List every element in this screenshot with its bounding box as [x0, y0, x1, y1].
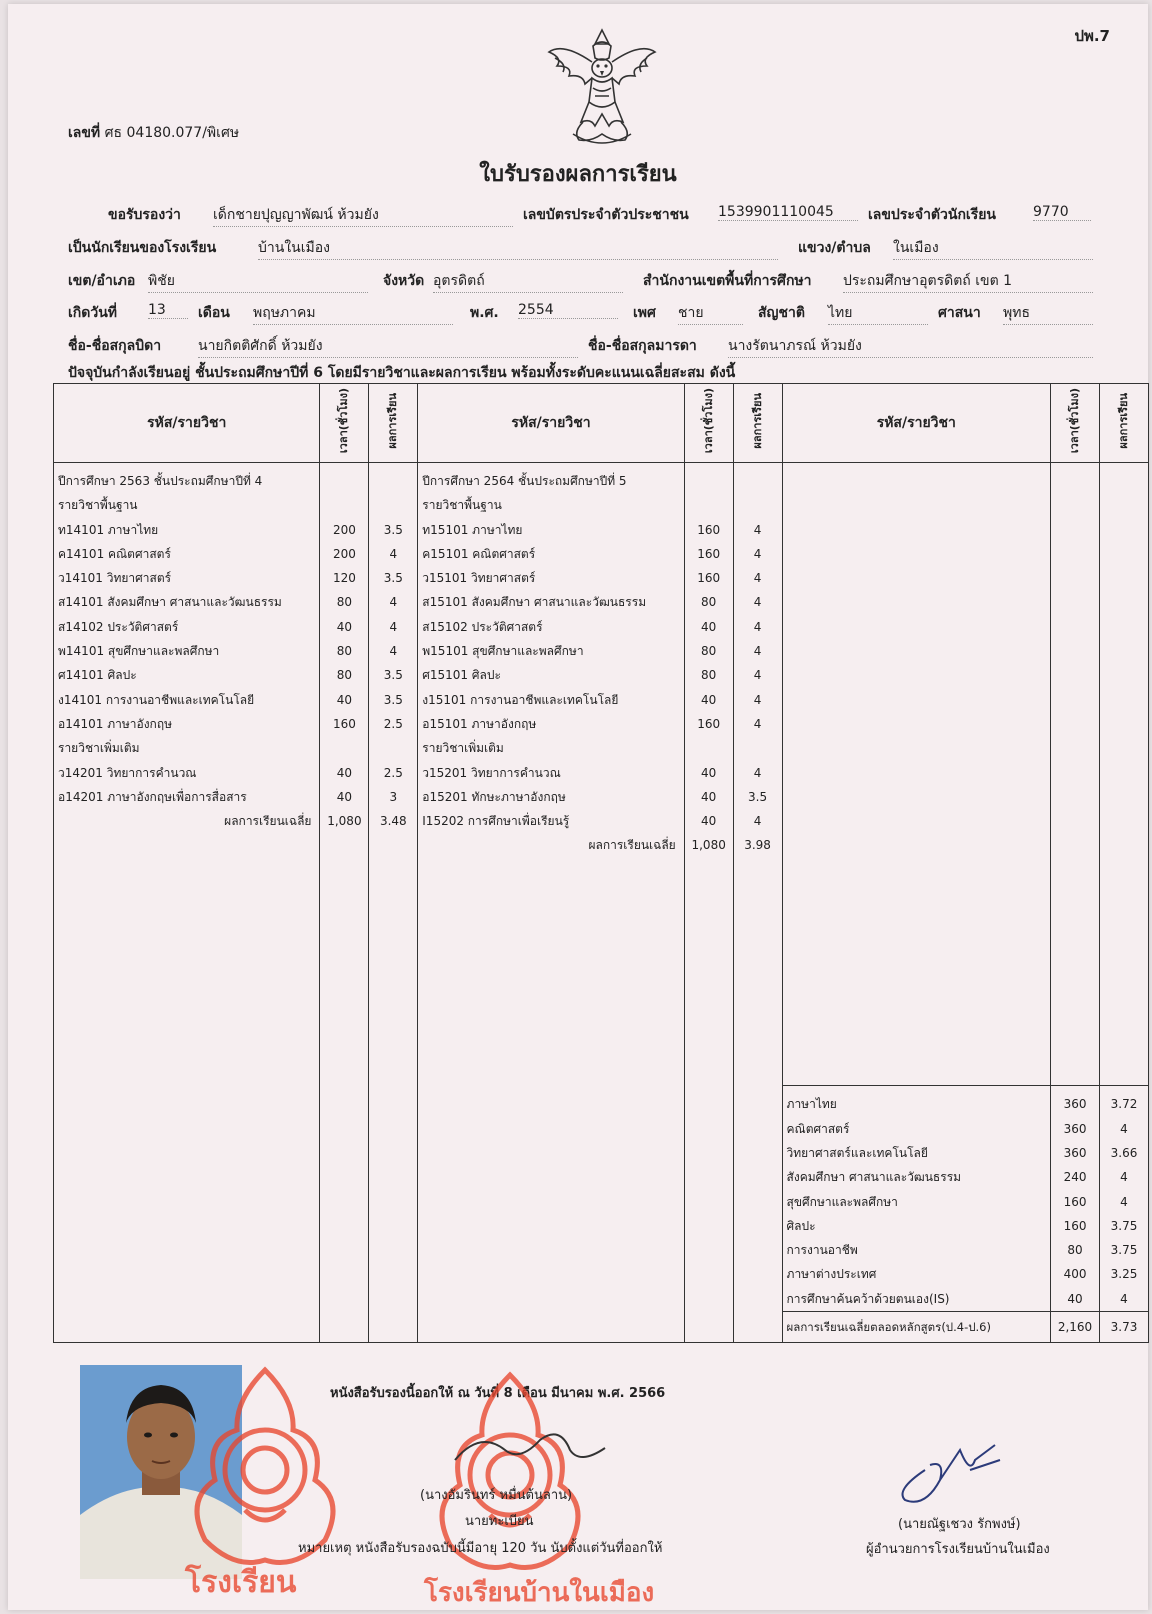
grade-cell: 3.5 [383, 522, 403, 537]
subject-cell: ปีการศึกษา 2564 ชั้นประถมศึกษาปีที่ 5 [422, 474, 627, 488]
col3-hours-header: เวลา(ชั่วโมง) [1051, 384, 1100, 463]
grade-cell: 3.5 [383, 571, 403, 586]
grade-cell [369, 493, 417, 517]
hours-cell: 160 [697, 716, 721, 731]
grade-cell: 3 [389, 789, 398, 804]
area: ประถมศึกษาอุตรดิตถ์ เขต 1 [843, 270, 1093, 293]
hours-cell: 200 [332, 546, 356, 561]
hours-cell: 40 [701, 692, 717, 707]
grade-cell [734, 469, 782, 493]
stamp-lettering: โรงเรียนบ้านในเมือง [424, 1578, 655, 1608]
subject-cell: ส15102 ประวัติศาสตร์ [422, 619, 543, 634]
total-cell: 3.73 [1100, 1311, 1148, 1342]
hours-cell: 80 [701, 595, 717, 610]
grade-cell [734, 493, 782, 517]
hours-cell: 80 [701, 644, 717, 659]
subject-cell: พ15101 สุขศึกษาและพลศึกษา [422, 644, 584, 659]
summary-cell: 3.75 [1110, 1218, 1138, 1233]
subject-cell: ท15101 ภาษาไทย [422, 522, 523, 537]
subject-cell: ผลการเรียนเฉลี่ย [224, 814, 312, 829]
col1-grade-header: ผลการเรียน [369, 384, 418, 463]
hours-cell: 40 [336, 619, 353, 634]
area-label: สำนักงานเขตพื้นที่การศึกษา [643, 273, 812, 289]
hours-cell: 160 [697, 571, 721, 586]
grade-cell: 4 [753, 692, 762, 707]
subject-cell: I15202 การศึกษาเพื่อเรียนรู้ [422, 814, 570, 829]
grade-cell [734, 736, 782, 760]
grade-cell: 3.98 [744, 838, 771, 853]
birth-day-label: เกิดวันที่ [68, 305, 118, 321]
summary-cell: 160 [1063, 1218, 1087, 1233]
father-name: นายกิตติศักดิ์ ห้วมยัง [198, 335, 578, 358]
grades-table [53, 383, 1149, 1343]
grade-cell: 3.5 [383, 692, 403, 707]
director-title: ผู้อำนวยการโรงเรียนบ้านในเมือง [866, 1542, 1050, 1557]
summary-cell: 160 [1063, 1194, 1087, 1209]
summary-cell: ภาษาไทย [786, 1097, 837, 1112]
summary-cell: 4 [1120, 1291, 1128, 1306]
province: อุตรดิตถ์ [433, 270, 623, 293]
form-code: ปพ.7 [1074, 27, 1110, 45]
student-id-label: เลขประจำตัวนักเรียน [868, 207, 997, 223]
col1-subjects [54, 463, 320, 1343]
grade-cell: 3.5 [748, 789, 768, 804]
summary-cell: 40 [1067, 1291, 1083, 1306]
subject-cell: รายวิชาเพิ่มเติม [422, 741, 504, 756]
grade-cell: 4 [753, 619, 762, 634]
grade-cell: 4 [753, 522, 762, 537]
hours-cell: 160 [697, 522, 721, 537]
grade-cell: 4 [389, 546, 398, 561]
col2-subjects [418, 463, 684, 1343]
hours-cell: 160 [697, 546, 721, 561]
hours-cell: 80 [701, 668, 717, 683]
certify-label: ขอรับรองว่า [108, 207, 181, 223]
table-body-row [54, 463, 1149, 1343]
summary-cell: 4 [1120, 1170, 1128, 1185]
hours-cell: 40 [701, 765, 717, 780]
hours-cell: 120 [332, 571, 356, 586]
subject-cell: อ14101 ภาษาอังกฤษ [58, 716, 172, 731]
summary-cell: 3.66 [1110, 1145, 1138, 1160]
subject-cell: ส14101 สังคมศึกษา ศาสนาและวัฒนธรรม [58, 595, 282, 610]
subject-cell: ส14102 ประวัติศาสตร์ [58, 619, 179, 634]
summary-cell: 360 [1063, 1097, 1087, 1112]
col2-hours-header: เวลา(ชั่วโมง) [684, 384, 733, 463]
grade-cell: 4 [753, 644, 762, 659]
hours-cell: 160 [332, 716, 356, 731]
grade-cell: 4 [389, 595, 398, 610]
hours-cell: 80 [336, 668, 353, 683]
subject-cell: ง15101 การงานอาชีพและเทคโนโลยี [422, 692, 619, 707]
summary-cell: 3.25 [1110, 1267, 1138, 1282]
grade-cell [369, 469, 417, 493]
id-card-number: 1539901110045 [718, 204, 858, 221]
summary-grades [1099, 463, 1148, 1343]
summary-cell: สุขศึกษาและพลศึกษา [786, 1194, 898, 1209]
nationality-label: สัญชาติ [758, 305, 805, 321]
page-title: ใบรับรองผลการเรียน [479, 162, 677, 187]
birth-year-label: พ.ศ. [470, 305, 499, 321]
hours-cell: 40 [336, 692, 353, 707]
hours-cell [320, 736, 368, 760]
birth-month-label: เดือน [198, 305, 230, 321]
summary-cell: คณิตศาสตร์ [786, 1121, 850, 1136]
summary-cell: วิทยาศาสตร์และเทคโนโลยี [786, 1145, 928, 1160]
hours-cell: 80 [336, 595, 353, 610]
col1-hours [320, 463, 369, 1343]
hours-cell: 40 [336, 765, 353, 780]
col1-grades [369, 463, 418, 1343]
grade-cell: 4 [753, 765, 762, 780]
grade-cell [369, 736, 417, 760]
col2-hours [684, 463, 733, 1343]
nationality: ไทย [828, 302, 928, 325]
registrar-name: (นางอัมรินทร์ หมื่นต้นลาน) [420, 1488, 573, 1503]
col1-hours-header: เวลา(ชั่วโมง) [320, 384, 369, 463]
summary-cell: การศึกษาค้นคว้าด้วยตนเอง(IS) [786, 1291, 950, 1306]
father-label: ชื่อ-ชื่อสกุลบิดา [68, 338, 162, 354]
grade-cell: 4 [753, 546, 762, 561]
sex-label: เพศ [633, 305, 656, 321]
subject-cell: ศ14101 ศิลปะ [58, 668, 137, 683]
doc-number [68, 122, 239, 144]
garuda-emblem-icon [543, 22, 661, 150]
subject-cell: ปีการศึกษา 2563 ชั้นประถมศึกษาปีที่ 4 [58, 474, 263, 488]
hours-cell: 1,080 [691, 838, 726, 853]
subject-cell: ศ15101 ศิลปะ [422, 668, 501, 683]
col3-grade-header: ผลการเรียน [1099, 384, 1148, 463]
birth-year: 2554 [518, 302, 618, 319]
summary-cell: 240 [1063, 1170, 1087, 1185]
hours-cell [320, 493, 368, 517]
subject-cell: ท14101 ภาษาไทย [58, 522, 159, 537]
registrar-signature-icon [450, 1420, 610, 1480]
subject-cell: ค14101 คณิตศาสตร์ [58, 546, 171, 561]
school-label: เป็นนักเรียนของโรงเรียน [68, 240, 217, 256]
summary-cell: 400 [1063, 1267, 1087, 1282]
director-signature-icon [885, 1430, 1015, 1510]
col2-grade-header: ผลการเรียน [733, 384, 782, 463]
hours-cell: 80 [336, 644, 353, 659]
summary-cell: 3.72 [1110, 1097, 1138, 1112]
grade-cell: 4 [753, 571, 762, 586]
col2-grades [733, 463, 782, 1343]
summary-cell: 4 [1120, 1194, 1128, 1209]
subject-cell: ผลการเรียนเฉลี่ย [588, 838, 676, 853]
hours-cell [320, 469, 368, 493]
subdistrict-label: แขวง/ตำบล [798, 240, 871, 256]
subdistrict: ในเมือง [893, 237, 1093, 260]
summary-cell: 360 [1063, 1121, 1087, 1136]
mother-label: ชื่อ-ชื่อสกุลมารดา [588, 338, 697, 354]
col1-subject-header: รหัส/รายวิชา [54, 384, 320, 463]
summary-cell: 3.75 [1110, 1243, 1138, 1258]
hours-cell: 40 [336, 789, 353, 804]
summary-subjects [782, 463, 1051, 1343]
validity-note: หมายเหตุ หนังสือรับรองฉบับนี้มีอายุ 120 วัน นับตั้งแต่วันที่ออกให้ [298, 1541, 663, 1556]
religion-label: ศาสนา [938, 305, 981, 321]
subject-cell: อ14201 ภาษาอังกฤษเพื่อการสื่อสาร [58, 789, 247, 804]
current-status: ปัจจุบันกำลังเรียนอยู่ ชั้นประถมศึกษาปีที่ 6 โดยมีรายวิชาและผลการเรียน พร้อมทั้งระดับคะแนนเฉลี่ยสะสม ดังนี้ [68, 365, 736, 381]
summary-box [1100, 1085, 1148, 1311]
grade-cell: 4 [753, 716, 762, 731]
student-name-line [108, 204, 181, 226]
summary-cell: สังคมศึกษา ศาสนาและวัฒนธรรม [786, 1170, 962, 1185]
doc-number-value: ศธ 04180.077/พิเศษ [104, 125, 240, 141]
grade-cell: 4 [753, 595, 762, 610]
summary-hours [1051, 463, 1100, 1343]
grade-cell: 3.48 [379, 814, 407, 829]
school-name: บ้านในเมือง [258, 237, 778, 260]
sex: ชาย [678, 302, 743, 325]
grade-cell: 4 [389, 644, 398, 659]
student-id: 9770 [1033, 204, 1091, 221]
summary-cell: การงานอาชีพ [786, 1243, 858, 1258]
school-seal-stamp-icon [175, 1360, 355, 1600]
table-header-row [54, 384, 1149, 463]
subject-cell: ว14101 วิทยาศาสตร์ [58, 571, 172, 586]
subject-cell: รายวิชาพื้นฐาน [58, 498, 138, 513]
grade-cell: 4 [753, 814, 762, 829]
district: พิชัย [148, 270, 368, 293]
hours-cell: 40 [701, 789, 717, 804]
subject-cell: พ14101 สุขศึกษาและพลศึกษา [58, 644, 220, 659]
subject-cell: ค15101 คณิตศาสตร์ [422, 546, 536, 561]
student-name: เด็กชายปุญญาพัฒน์ ห้วมยัง [213, 204, 513, 227]
hours-cell [685, 493, 733, 517]
summary-cell: 360 [1063, 1145, 1087, 1160]
summary-cell: ภาษาต่างประเทศ [786, 1267, 877, 1282]
doc-number-label: เลขที่ [68, 125, 101, 141]
subject-cell: ว14201 วิทยาการคำนวณ [58, 765, 197, 780]
grade-cell: 2.5 [383, 765, 403, 780]
col2-subject-header: รหัส/รายวิชา [418, 384, 684, 463]
summary-cell: 80 [1067, 1243, 1083, 1258]
subject-cell: ว15201 วิทยาการคำนวณ [422, 765, 561, 780]
grade-cell: 4 [389, 619, 398, 634]
district-label: เขต/อำเภอ [68, 273, 136, 289]
subject-cell: รายวิชาพื้นฐาน [422, 498, 502, 513]
mother-name: นางรัตนาภรณ์ ห้วมยัง [728, 335, 1093, 358]
stamp-lettering: โรงเรียน [185, 1565, 297, 1600]
summary-cell: 4 [1120, 1121, 1128, 1136]
registrar-title: นายทะเบียน [465, 1514, 534, 1529]
hours-cell: 200 [332, 522, 356, 537]
hours-cell [685, 469, 733, 493]
col3-subject-header: รหัส/รายวิชา [782, 384, 1051, 463]
birth-month: พฤษภาคม [253, 302, 453, 325]
subject-cell: ง14101 การงานอาชีพและเทคโนโลยี [58, 692, 255, 707]
summary-box [1051, 1085, 1099, 1311]
subject-cell: ส15101 สังคมศึกษา ศาสนาและวัฒนธรรม [422, 595, 647, 610]
birth-day: 13 [148, 302, 188, 319]
issued-date: หนังสือรับรองนี้ออกให้ ณ วันที่ 8 เดือน มีนาคม พ.ศ. 2566 [330, 1386, 666, 1401]
grade-cell: 2.5 [383, 716, 403, 731]
subject-cell: ว15101 วิทยาศาสตร์ [422, 571, 536, 586]
director-name: (นายณัฐเชวง รักพงษ์) [898, 1517, 1021, 1532]
hours-cell: 40 [701, 619, 717, 634]
total-cell: ผลการเรียนเฉลี่ยตลอดหลักสูตร(ป.4-ป.6) [783, 1311, 1051, 1342]
grade-cell: 4 [753, 668, 762, 683]
hours-cell: 40 [701, 814, 717, 829]
subject-cell: อ15101 ภาษาอังกฤษ [422, 716, 537, 731]
subject-cell: รายวิชาเพิ่มเติม [58, 741, 140, 756]
summary-cell: ศิลปะ [786, 1218, 816, 1233]
total-cell: 2,160 [1051, 1311, 1099, 1342]
hours-cell [685, 736, 733, 760]
subject-cell: อ15201 ทักษะภาษาอังกฤษ [422, 789, 566, 804]
hours-cell: 1,080 [327, 814, 362, 829]
id-card-label: เลขบัตรประจำตัวประชาชน [523, 207, 689, 223]
province-label: จังหวัด [383, 273, 425, 289]
religion: พุทธ [1003, 302, 1093, 325]
summary-box [783, 1085, 1051, 1311]
grade-cell: 3.5 [383, 668, 403, 683]
